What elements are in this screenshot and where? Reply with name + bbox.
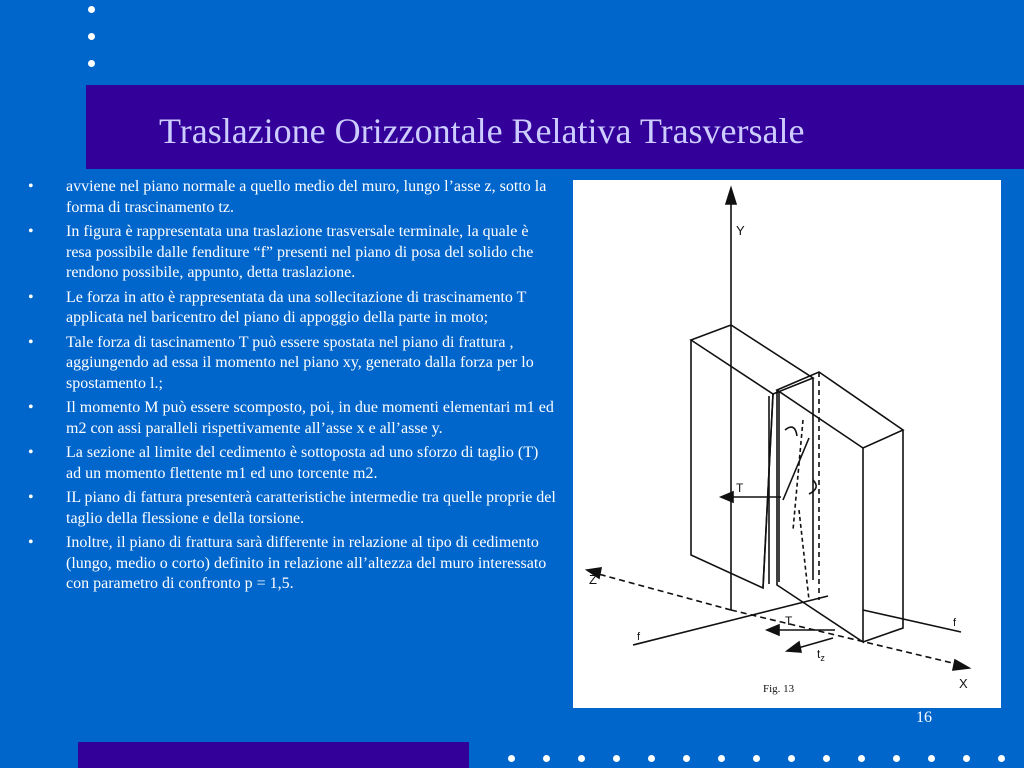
decorative-dot xyxy=(578,755,585,762)
fissure-label-left: f xyxy=(637,631,641,643)
bullet-item xyxy=(22,333,557,395)
construction-line-2 xyxy=(799,510,809,600)
bullet-text: Il momento M può essere scomposto, poi, in due momenti elementari m1 ed m2 con assi paralleli rispettivamente all’asse x e all’asse y. xyxy=(66,399,554,437)
bullet-item xyxy=(22,222,557,284)
construction-line xyxy=(793,420,803,530)
bullet-marker: • xyxy=(28,178,34,195)
bullet-text: Inoltre, il piano di frattura sarà differente in relazione al tipo di cedimento (lungo, medio o corto) definito in relazione all’altezza del muro interessato con parametro di confronto p = 1,5. xyxy=(66,534,547,592)
bullet-text: Tale forza di tascinamento T può essere spostata nel piano di frattura , aggiungendo ad essa il momento nel piano xy, generato dalla forza per lo spostamento l.; xyxy=(66,333,534,392)
bullet-marker: • xyxy=(28,223,34,240)
bullet-marker: • xyxy=(28,399,34,416)
z-axis-line xyxy=(591,572,731,610)
decorative-dots-top xyxy=(88,6,102,87)
bullet-marker: • xyxy=(28,444,34,461)
x-axis-arrowhead xyxy=(953,660,969,670)
force-t-upper-label: T xyxy=(736,481,744,495)
decorative-dot xyxy=(543,755,550,762)
left-block-edge-2 xyxy=(763,394,773,588)
drag-tz-label xyxy=(817,647,825,663)
page-number: 16 xyxy=(916,709,932,726)
decorative-dot xyxy=(508,755,515,762)
drag-tz-subscript: z xyxy=(820,653,825,663)
bullet-item xyxy=(22,533,557,595)
bottom-bar xyxy=(78,742,469,768)
bullet-marker: • xyxy=(28,288,34,306)
bullet-item xyxy=(22,398,557,439)
x-axis-line xyxy=(731,610,965,666)
slide-title: Traslazione Orizzontale Relativa Trasversale xyxy=(159,111,805,151)
bullet-text: IL piano di fattura presenterà caratteristiche intermedie tra quelle proprie del taglio della flessione e della torsione. xyxy=(66,489,556,527)
bullet-text: In figura è rappresentata una traslazione trasversale terminale, la quale è resa possibile dalle fenditure “f” presenti nel piano di posa del solido che rendono possibile, appunto, detta traslazione. xyxy=(66,223,534,281)
right-block-side xyxy=(863,430,903,642)
decorative-dot xyxy=(788,755,795,762)
figure-13-image xyxy=(573,180,1001,708)
wall-translation-diagram xyxy=(573,180,1001,708)
decorative-dot xyxy=(648,755,655,762)
drag-tz-main: t xyxy=(817,647,821,661)
left-block-top xyxy=(691,325,813,394)
decorative-dot xyxy=(88,6,95,13)
decorative-dots-bottom xyxy=(508,755,1005,762)
decorative-dot xyxy=(998,755,1005,762)
bullet-item xyxy=(22,288,557,329)
force-t-lower-arrowhead xyxy=(767,625,779,635)
figure-caption: Fig. 13 xyxy=(763,683,795,695)
right-block-top xyxy=(777,372,903,448)
bullet-marker: • xyxy=(28,489,34,506)
bullet-list xyxy=(22,177,557,595)
bullet-text: Le forza in atto è rappresentata da una sollecitazione di trascinamento T applicata nel baricentro del piano di appoggio della parte in moto; xyxy=(66,288,527,326)
bullet-list-container xyxy=(22,177,557,599)
decorative-dot xyxy=(683,755,690,762)
y-axis-arrowhead xyxy=(726,188,736,204)
x-axis-label: X xyxy=(959,676,968,691)
decorative-dot xyxy=(858,755,865,762)
drag-tz-arrowhead xyxy=(787,642,801,652)
y-axis-label: Y xyxy=(736,223,745,238)
bullet-text: avviene nel piano normale a quello medio del muro, lungo l’asse z, sotto la forma di trascinamento tz. xyxy=(66,178,547,216)
z-axis-label: Z xyxy=(589,572,597,587)
decorative-dot xyxy=(718,755,725,762)
bullet-item xyxy=(22,177,557,218)
decorative-dot xyxy=(928,755,935,762)
fissure-plane-right xyxy=(863,610,961,632)
decorative-dot xyxy=(613,755,620,762)
force-t-lower-label: T xyxy=(785,614,793,628)
bullet-text: La sezione al limite del cedimento è sottoposta ad uno sforzo di taglio (T) ad un momento flettente m1 ed uno torcente m2. xyxy=(66,444,539,482)
bullet-marker: • xyxy=(28,333,34,351)
bullet-marker: • xyxy=(28,534,34,551)
fissure-label-right: f xyxy=(953,617,957,629)
decorative-dot xyxy=(823,755,830,762)
force-t-upper-arrowhead xyxy=(721,492,733,502)
left-block-front xyxy=(691,340,773,588)
decorative-dot xyxy=(893,755,900,762)
bullet-item xyxy=(22,488,557,529)
moment-arc-1 xyxy=(785,427,797,436)
title-bar xyxy=(86,85,1024,169)
decorative-dot xyxy=(753,755,760,762)
decorative-dot xyxy=(88,33,95,40)
decorative-dot xyxy=(963,755,970,762)
decorative-dot xyxy=(88,60,95,67)
bullet-item xyxy=(22,443,557,484)
